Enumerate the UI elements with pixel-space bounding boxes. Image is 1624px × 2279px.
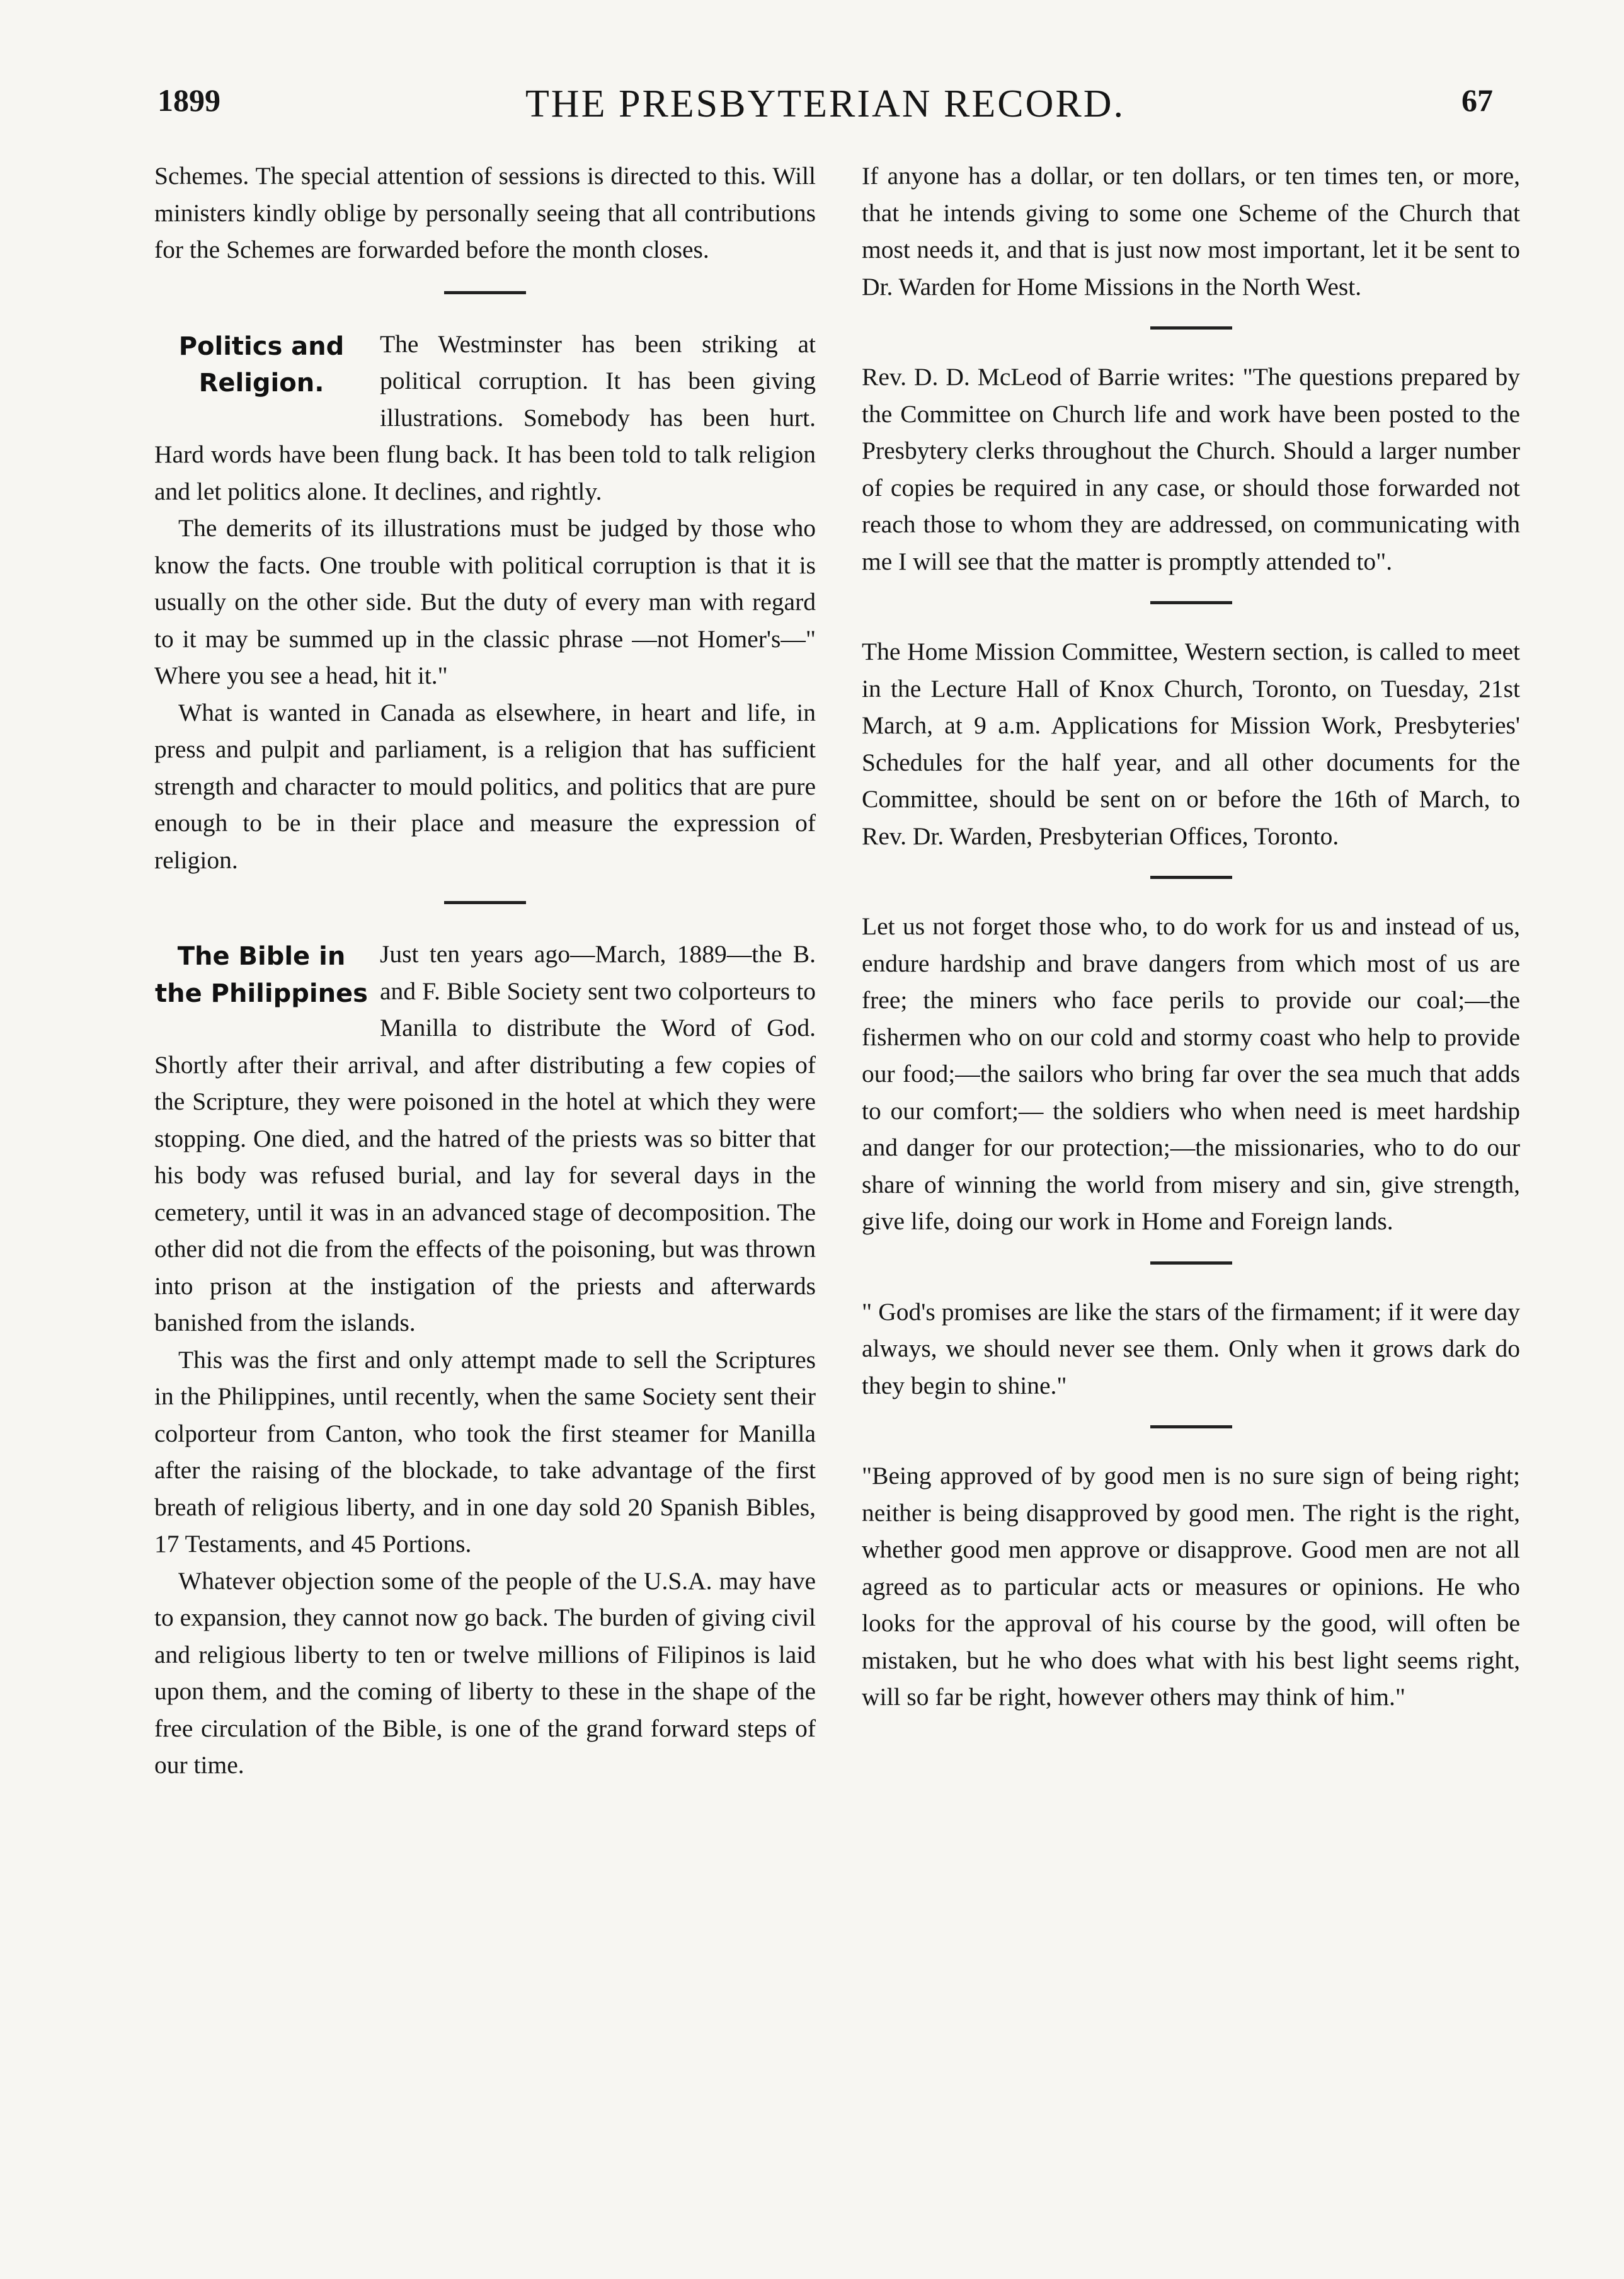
home-missions-appeal: If anyone has a dollar, or ten dollars, or ten times ten, or more, that he intends giving to some one Scheme of the Church that most needs it, and that is just now most important, let it be sent to Dr. Warden for Home Missions in the North West. (862, 162, 1520, 301)
section-divider (1150, 326, 1232, 330)
article-paragraph: Just ten years ago—March, 1889—the B. and F. Bible Society sent two colporteurs to Manilla to distribute the Word of God. Shortly after their arrival, and after distributing a few copies of the Scripture, they were poisoned in the hotel at which they were stopping. One died, and the hatred of the priests was so bitter that his body was refused burial, and lay for several days in the cemetery, until it was in an advanced stage of decomposition. The other did not die from the effects of the poisoning, but was thrown into prison at the instigation of the priests and afterwards banished from the islands. (154, 940, 816, 1336)
right-column (862, 158, 1520, 1716)
bible-in-philippines-heading (154, 938, 369, 1012)
article-paragraph: What is wanted in Canada as elsewhere, in heart and life, in press and pulpit and parliament, is a religion that has sufficient strength and character to mould politics, and politics that are pure enough to be in their place and measure the expression of religion. (154, 698, 816, 874)
mcleod-notice: Rev. D. D. McLeod of Barrie writes: "The questions prepared by the Committee on Church life and work have been posted to the Presbytery clerks throughout the Church. Should a larger number of copies be required in any case, or should those forwarded not reach those to whom they are addressed, on communicating with me I will see that the matter is promptly attended to". (862, 363, 1520, 575)
approval-quote: "Being approved of by good men is no sure sign of being right; neither is being disapproved by good men. The right is the right, whether good men approve or disapprove. Good men are not all agreed as to particular acts or measures or opinions. He who looks for the approval of his course by the good, will often be mistaken, but he who does what with his best light seems right, will so far be right, however others may think of him." (862, 1462, 1520, 1711)
page-number: 67 (1461, 83, 1493, 118)
politics-and-religion-article (154, 326, 816, 879)
bible-in-philippines-article (154, 936, 816, 1784)
heading-line: Religion. (198, 369, 324, 398)
article-paragraph: The demerits of its illustrations must be judged by those who know the facts. One trouble with political corruption is that it is usually on the other side. But the duty of every man with regard to it may be summed up in the classic phrase —not Homer's—" Where you see a head, hit it." (154, 514, 816, 689)
article-paragraph: Whatever objection some of the people of the U.S.A. may have to expansion, they cannot now go back. The burden of giving civil and religious liberty to ten or twelve millions of Filipinos is laid upon them, and the coming of liberty to these in the shape of the free circulation of the Bible, is one of the grand forward steps of our time. (154, 1566, 816, 1779)
section-divider (444, 901, 526, 904)
section-divider (1150, 1261, 1232, 1265)
committee-meeting-notice: The Home Mission Committee, Western section, is called to meet in the Lecture Hall of Knox Church, Toronto, on Tuesday, 21st March, at 9 a.m. Applications for Mission Work, Presbyteries' Schedules for the half year, and all other documents for the Committee, should be sent on or before the 16th of March, to Rev. Dr. Warden, Presbyterian Offices, Toronto. (862, 638, 1520, 850)
schemes-paragraph: Schemes. The special attention of sessions is directed to this. Will ministers kindly oblige by personally seeing that all contributions for the Schemes are forwarded before the month closes. (154, 162, 816, 263)
publication-title: THE PRESBYTERIAN RECORD. (525, 83, 1126, 125)
heading-line: Politics and (178, 331, 345, 361)
politics-and-religion-heading (154, 328, 369, 402)
section-divider (1150, 1425, 1232, 1428)
article-paragraph: This was the first and only attempt made to sell the Scriptures in the Philippines, until recently, when the same Society sent their colporteur from Canton, who took the first steamer for Manilla after the raising of the blockade, to take advantage of the first breath of religious liberty, and in one day sold 20 Spanish Bibles, 17 Testaments, and 45 Portions. (154, 1345, 816, 1558)
header-year: 1899 (157, 83, 220, 118)
left-column (154, 158, 816, 1784)
section-divider (1150, 876, 1232, 879)
promises-quote: " God's promises are like the stars of the firmament; if it were day always, we should never see them. Only when it grows dark do they begin to shine." (862, 1297, 1520, 1399)
heading-line: the Philippines (155, 979, 368, 1008)
section-divider (1150, 601, 1232, 604)
section-divider (444, 291, 526, 294)
remembrance-paragraph: Let us not forget those who, to do work for us and instead of us, endure hardship and brave dangers from which most of us are free; the miners who face perils to provide our coal;—the fishermen who on our cold and stormy coast who help to provide our food;—the sailors who bring far over the sea much that adds to our comfort;— the soldiers who when need is meet hardship and danger for our protection;—the missionaries, who to do our share of winning the world from misery and sin, give strength, give life, doing our work in Home and Foreign lands. (862, 912, 1520, 1235)
page-header (157, 82, 1493, 132)
heading-line: The Bible in (177, 942, 346, 971)
article-paragraph: The Westminster has been striking at political corruption. It has been giving illustrations. Somebody has been hurt. Hard words have been flung back. It has been told to talk religion and let politics alone. It declines, and rightly. (154, 330, 816, 505)
